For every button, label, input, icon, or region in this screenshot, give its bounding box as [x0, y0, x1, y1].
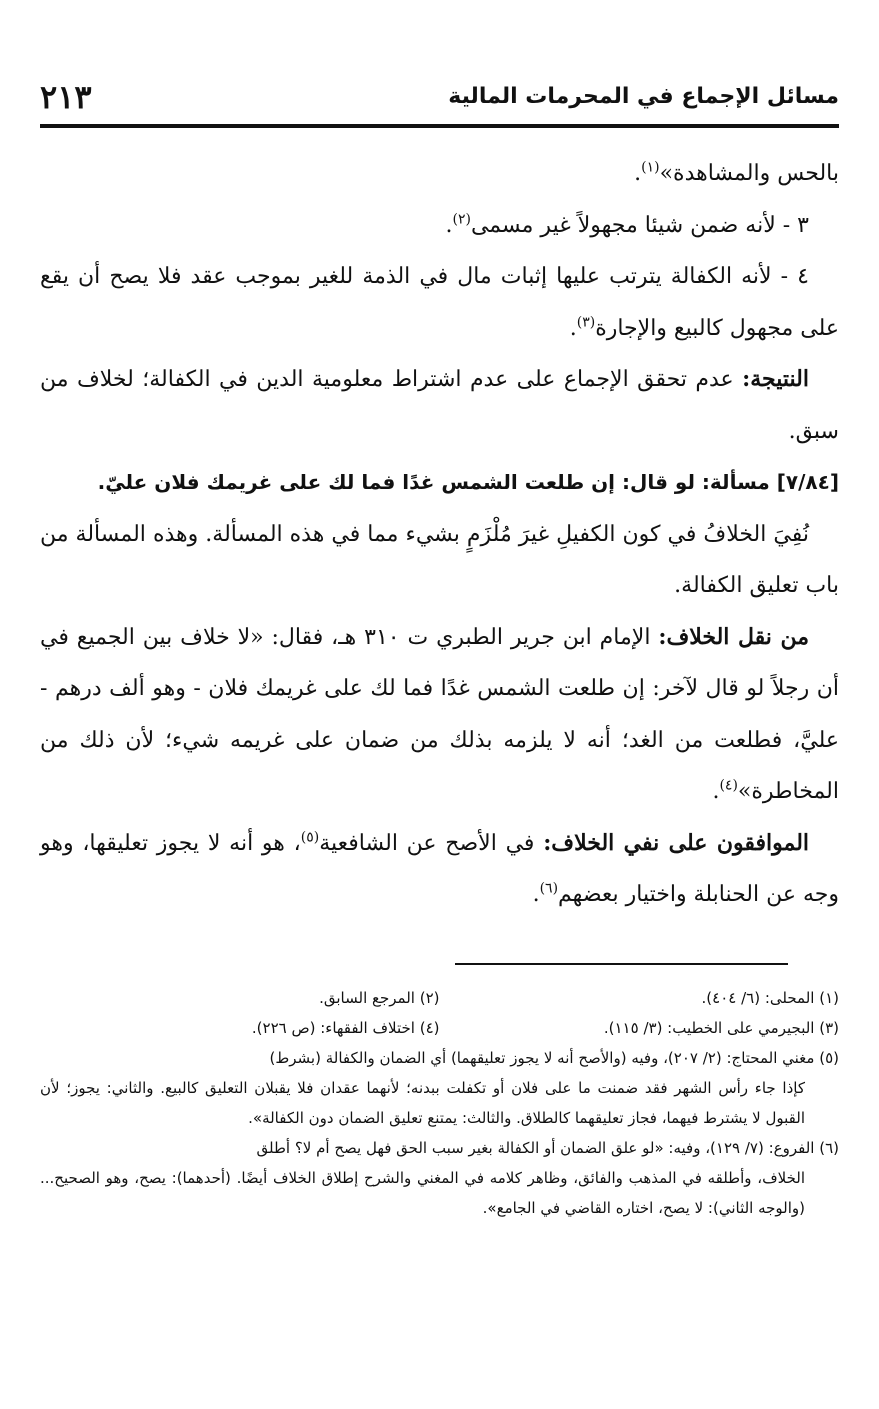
main-text	[40, 148, 839, 921]
footnote-1: (١) المحلى: (٦/ ٤٠٤).	[701, 989, 839, 1007]
paragraph-6	[40, 612, 839, 818]
question-heading	[40, 457, 839, 509]
footnote-6	[40, 1133, 839, 1223]
header-title: مسائل الإجماع في المحرمات المالية	[448, 84, 839, 109]
paragraph-3	[40, 251, 839, 354]
footnote-separator	[455, 963, 788, 965]
punct: .	[445, 212, 453, 238]
result-label: النتيجة:	[742, 366, 809, 392]
paragraph-1	[40, 148, 839, 200]
question-heading-text: [٧/٨٤] مسألة: لو قال: إن طلعت الشمس غدًا فما لك على غريمك فلان عليّ.	[97, 470, 839, 494]
punct: .	[712, 779, 720, 804]
footnote-row	[40, 983, 839, 1013]
transmitter-label: من نقل الخلاف:	[658, 623, 809, 650]
punct: .	[634, 161, 642, 186]
paragraph-6-text: الإمام ابن جرير الطبري ت ٣١٠ هـ، فقال: «لا خلاف بين الجميع في أن رجلاً لو قال لآخر: إن طلعت الشمس غدًا فما لك على غريمك فلان - وهو ألف درهم - عليَّ، فطلعت من الغد؛ أنه لا يلزمه بذلك من ضمان على غريمه شيء؛ لأن ذلك من المخاطرة»	[40, 624, 839, 804]
footnote-ref: (٣)	[576, 314, 596, 331]
footnote-ref: (٦)	[539, 880, 559, 897]
footnote-4: (٤) اختلاف الفقهاء: (ص ٢٢٦).	[251, 1019, 440, 1037]
footnote-5-rest: كإذا جاء رأس الشهر فقد ضمنت ما على فلان أو تكفلت ببدنه؛ لأنهما عقدان فلا يقبلان التعليق كالبيع. والثاني: يجوز؛ لأن القبول لا يشترط فيهما، فجاز تعليقهما كالطلاق. والثالث: يمتنع تعليق الضمان دون الكفالة».	[40, 1079, 805, 1127]
footnote-ref: (١)	[641, 159, 660, 176]
footnotes	[40, 983, 839, 1223]
footnote-2: (٢) المرجع السابق.	[319, 989, 440, 1007]
footnote-6-first: (٦) الفروع: (٧/ ١٢٩)، وفيه: «لو علق الضمان أو الكفالة بغير سبب الحق فهل يصح أم لا؟ أطلق	[256, 1139, 839, 1157]
footnote-ref: (٤)	[719, 777, 738, 794]
agreeing-label: الموافقون على نفي الخلاف:	[543, 829, 810, 856]
paragraph-5-text: نُفِيَ الخلافُ في كون الكفيلِ غيرَ مُلْزَمٍ بشيء مما في هذه المسألة. وهذه المسألة من باب تعليق الكفالة.	[40, 521, 839, 598]
punct: .	[569, 315, 577, 341]
paragraph-2	[40, 200, 839, 252]
footnote-ref: (٥)	[300, 829, 320, 846]
footnote-3: (٣) البجيرمي على الخطيب: (٣/ ١١٥).	[603, 1019, 839, 1037]
header-rule	[40, 124, 839, 128]
paragraph-7	[40, 818, 839, 921]
punct: .	[532, 882, 540, 907]
paragraph-5	[40, 509, 839, 612]
paragraph-7b-text: ، هو أنه لا يجوز تعليقها، وهو وجه عن الحنابلة واختيار بعضهم	[40, 830, 839, 907]
paragraph-3-text: ٤ - لأنه الكفالة يترتب عليها إثبات مال في الذمة للغير بموجب عقد فلا يصح أن يقع على مجهول كالبيع والإجارة	[40, 264, 839, 341]
paragraph-result	[40, 354, 839, 457]
paragraph-7a-text: في الأصح عن الشافعية	[319, 830, 544, 856]
result-text: عدم تحقق الإجماع على عدم اشتراط معلومية الدين في الكفالة؛ لخلاف من سبق.	[40, 367, 839, 444]
footnote-row	[40, 1013, 839, 1043]
paragraph-2-text: ٣ - لأنه ضمن شيئا مجهولاً غير مسمى	[470, 212, 809, 238]
page-number: ٢١٣	[40, 78, 92, 116]
footnote-5	[40, 1043, 839, 1133]
paragraph-1-text: بالحس والمشاهدة»	[659, 161, 839, 186]
running-header	[40, 78, 839, 124]
footnote-ref: (٢)	[452, 211, 471, 228]
footnote-6-rest: الخلاف، وأطلقه في المذهب والفائق، وظاهر كلامه في المغني والشرح إطلاق الخلاف أيضًا. (أحدهما): يصح، وهو الصحيح... (والوجه الثاني): لا يصح، اختاره القاضي في الجامع».	[40, 1169, 805, 1217]
footnote-5-first: (٥) مغني المحتاج: (٢/ ٢٠٧)، وفيه (والأصح أنه لا يجوز تعليقهما) أي الضمان والكفالة (بشرط)	[269, 1049, 839, 1067]
